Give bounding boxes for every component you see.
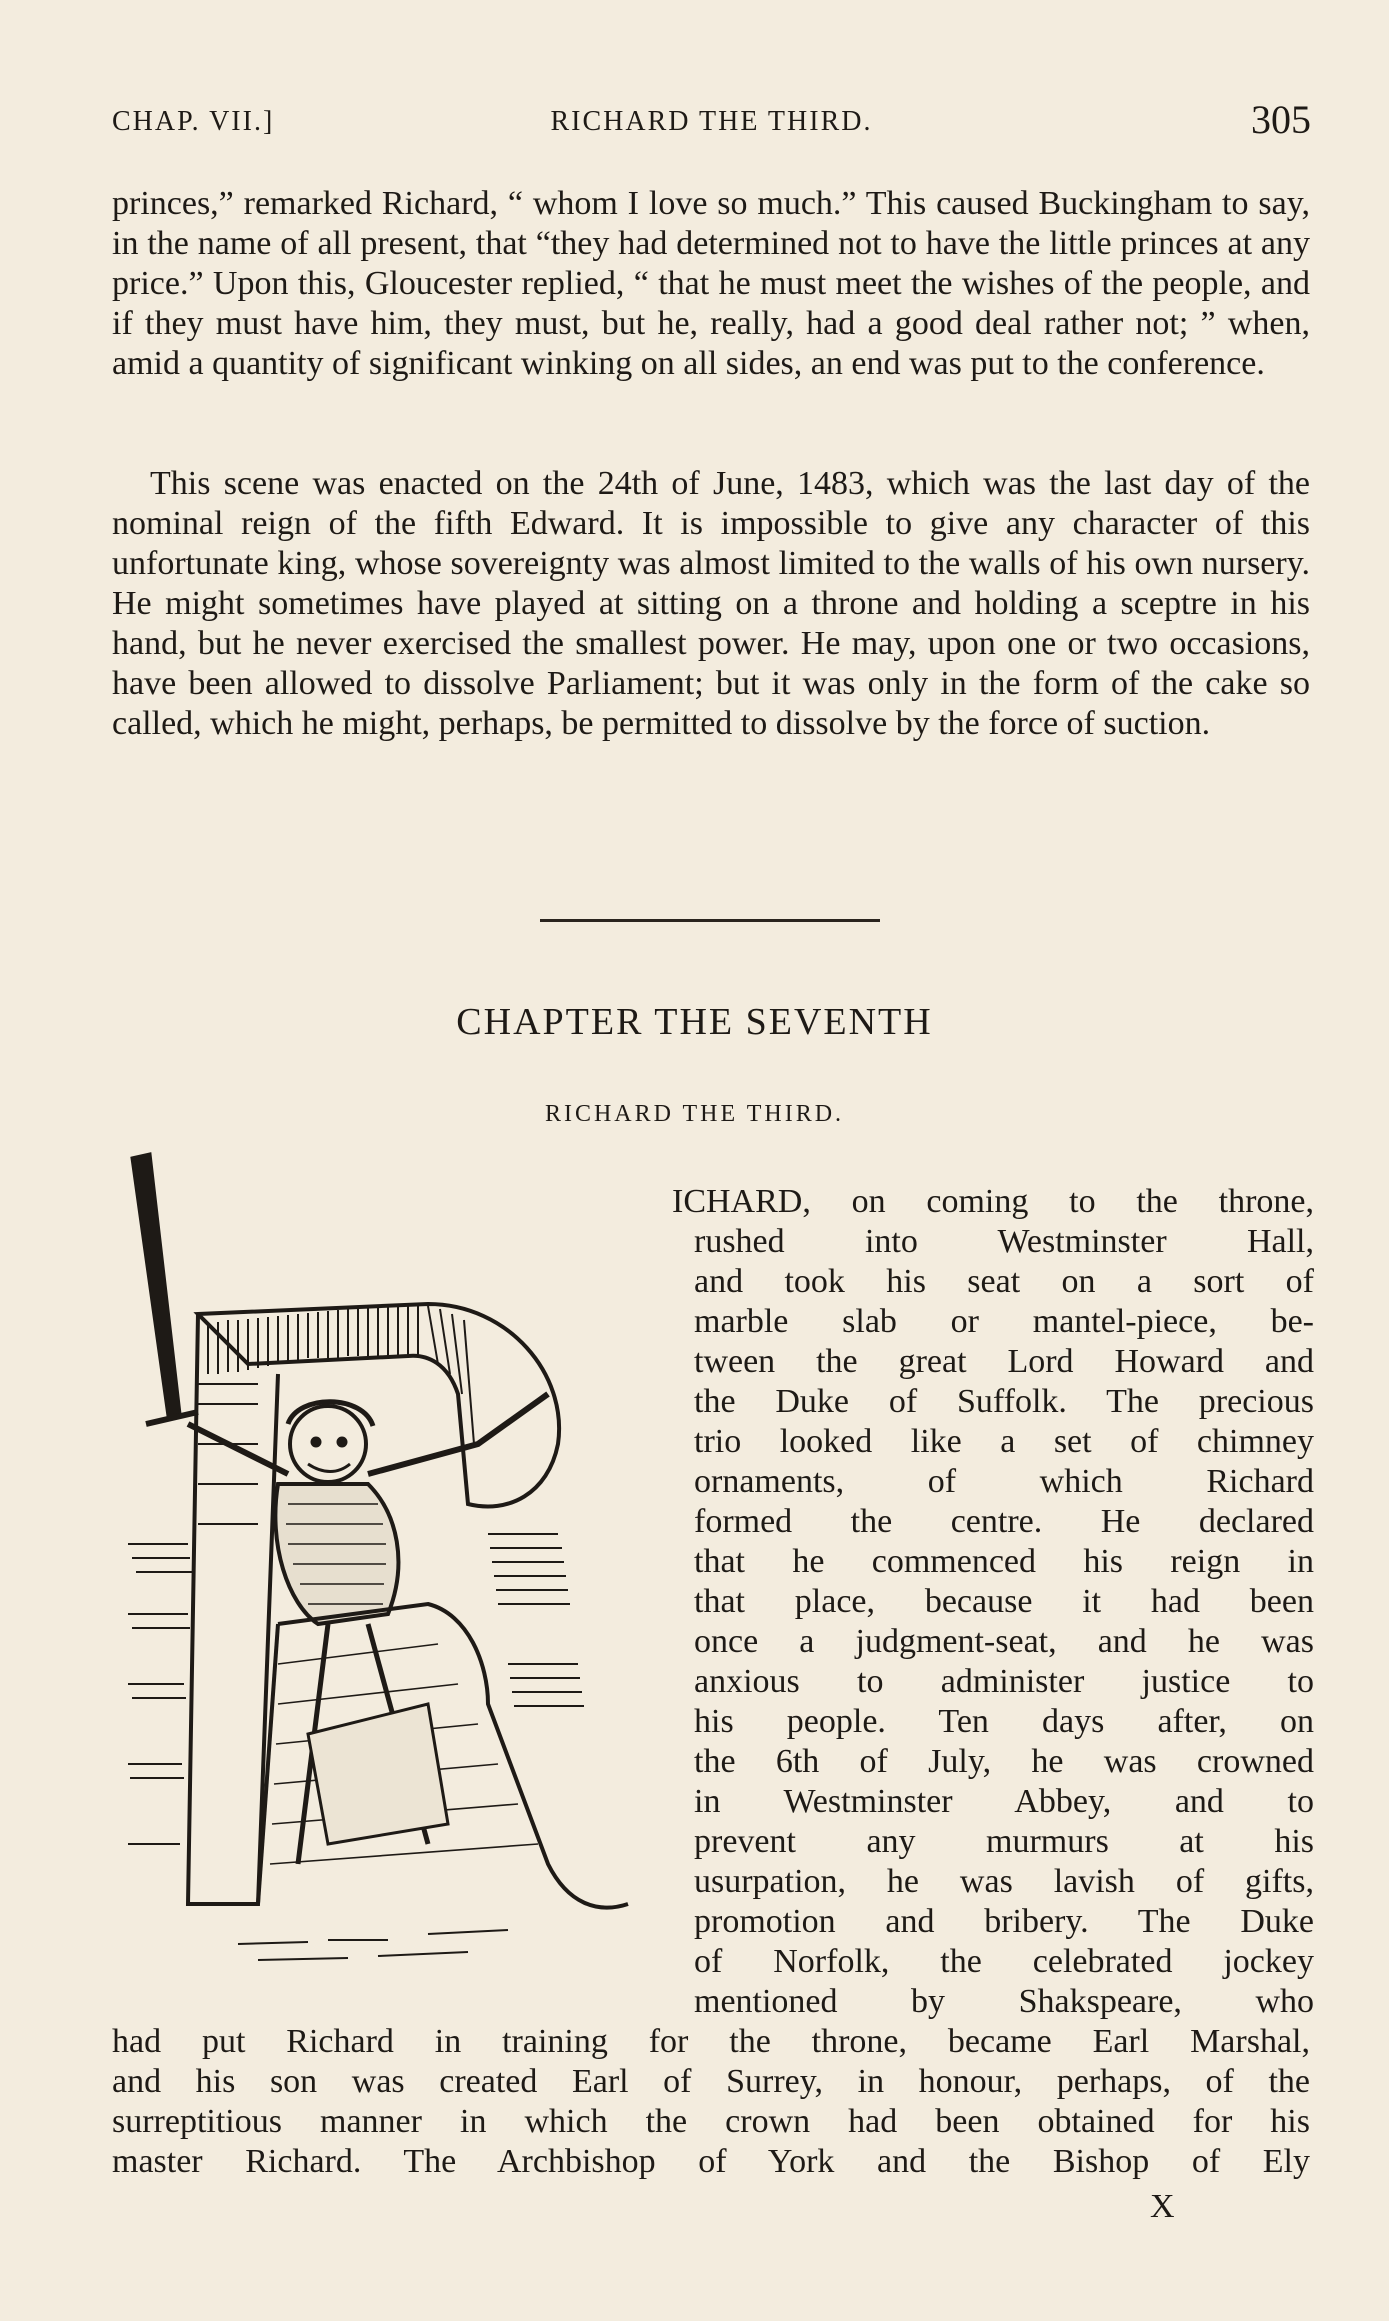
column-line: once a judgment-seat, and he was [694,1623,1314,1660]
decorated-initial-r-icon [128,1144,688,1974]
column-line: anxious to administer justice to [694,1663,1314,1700]
column-line: that place, because it had been [694,1583,1314,1620]
column-line: his people. Ten days after, on [694,1703,1314,1740]
chapter-subheading: RICHARD THE THIRD. [544,1101,845,1127]
body-line: had put Richard in training for the throne, became Earl Marshal, [112,2023,1310,2060]
column-line: marble slab or mantel-piece, be- [694,1303,1314,1340]
chapter-continuation [112,2022,1310,2182]
paragraph-1 [112,184,1310,384]
column-line: prevent any murmurs at his [694,1823,1314,1860]
running-head [112,96,1311,144]
column-line: rushed into Westminster Hall, [694,1223,1314,1260]
column-line: of Norfolk, the celebrated jockey [694,1943,1314,1980]
paragraph-2 [112,464,1310,744]
page-number: 305 [1251,97,1311,142]
column-line: formed the centre. He declared [694,1503,1314,1540]
column-line: trio looked like a set of chimney [694,1423,1314,1460]
chapter-opening-column [672,1182,1314,2022]
column-line: and took his seat on a sort of [694,1263,1314,1300]
running-head-chapter: CHAP. VII.] [112,106,275,137]
paragraph-2-text: This scene was enacted on the 24th of June, 1483, which was the last day of the nominal reign of the fifth Edward. It is impossible to give any character of this unfortunate king, whose sovereignty was almost limited to the walls of his own nursery. He might sometimes have played at sitting on a throne and holding a sceptre in his hand, but he never exercised the smallest power. He may, upon one or two occasions, have been allowed to dissolve Parliament; but it was only in the form of the cake so called, which he might, perhaps, be permitted to dissolve by the force of suction. [112,465,1310,742]
column-line: in Westminster Abbey, and to [694,1783,1314,1820]
body-line: and his son was created Earl of Surrey, in honour, perhaps, of the [112,2063,1310,2100]
section-divider [540,919,880,922]
column-line: usurpation, he was lavish of gifts, [694,1863,1314,1900]
paragraph-1-text: princes,” remarked Richard, “ whom I love so much.” This caused Buckingham to say, in the name of all present, that “they had determined not to have the little princes at any price.” Upon this, Gloucester replied, “ that he must meet the wishes of the people, and if they must have him, they must, but he, really, had a good deal rather not; ” when, amid a quantity of significant winking on all sides, an end was put to the conference. [112,185,1310,382]
column-line: promotion and bribery. The Duke [694,1903,1314,1940]
column-line: mentioned by Shakspeare, who [694,1983,1314,2020]
column-line: tween the great Lord Howard and [694,1343,1314,1380]
body-line: surreptitious manner in which the crown had been obtained for his [112,2103,1310,2140]
body-line: master Richard. The Archbishop of York and the Bishop of Ely [112,2143,1310,2180]
column-line: the 6th of July, he was crowned [694,1743,1314,1780]
column-line: that he commenced his reign in [694,1543,1314,1580]
column-line: ornaments, of which Richard [694,1463,1314,1500]
column-line: ICHARD, on coming to the throne, [672,1183,1314,1220]
signature-mark: X [1150,2188,1177,2225]
column-line: the Duke of Suffolk. The precious [694,1383,1314,1420]
chapter-heading: CHAPTER THE SEVENTH [456,1001,933,1043]
running-head-title: RICHARD THE THIRD. [550,106,873,137]
